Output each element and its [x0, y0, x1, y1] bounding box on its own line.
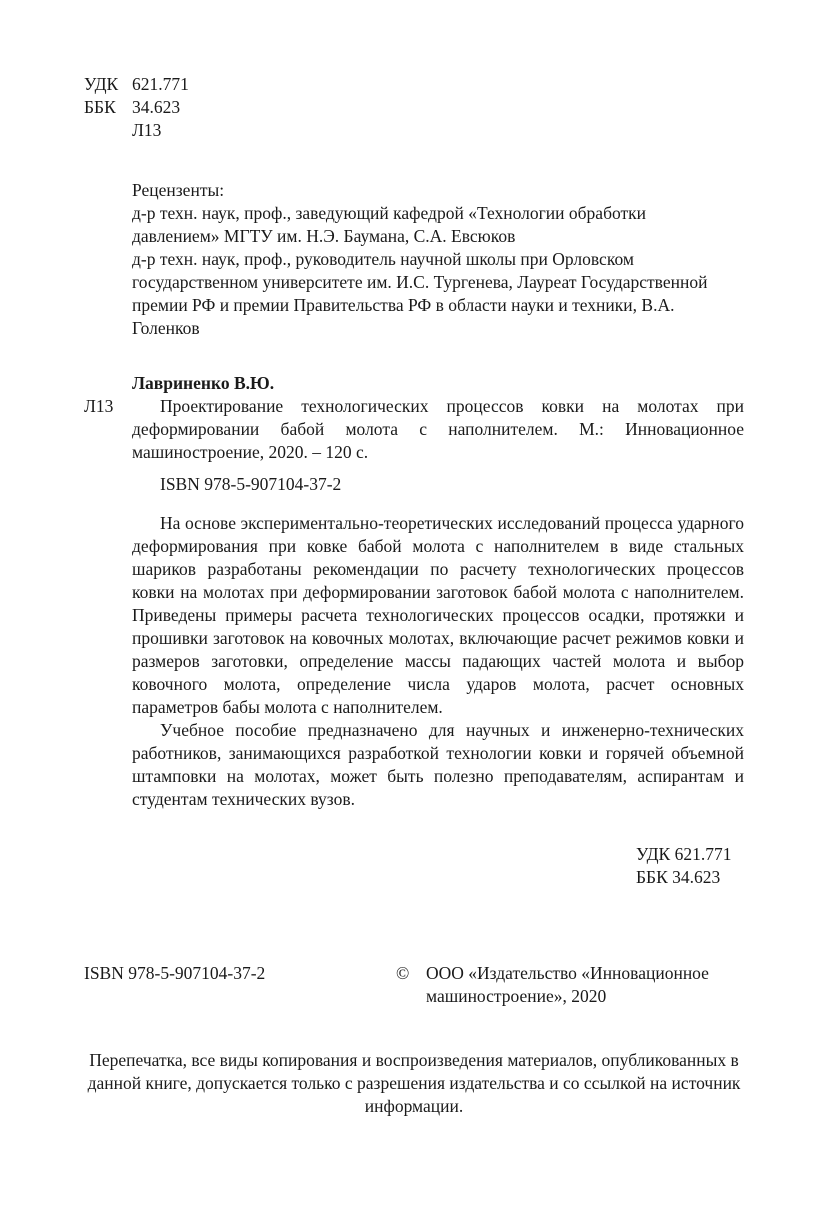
copyright-symbol: © [396, 963, 410, 983]
abstract-paragraph: Учебное пособие предназначено для научных и инженерно-технических работников, занимающихся разработкой технологии ковки и горячей объемной штамповки на молотах, может быть полезно преподавателям, аспирантам и студентам технических вузов. [132, 720, 744, 809]
bbk-label: ББК [84, 97, 116, 117]
copyright [396, 962, 756, 1008]
reviewer-entry: д-р техн. наук, проф., заведующий кафедрой «Технологии обработки давлением» МГТУ им. Н.Э. Баумана, С.А. Евсюков [132, 203, 647, 246]
udk-value: 621.771 [132, 74, 189, 94]
bbk-value: 34.623 [132, 97, 181, 117]
udk-label: УДК [84, 74, 119, 94]
isbn: ISBN 978-5-907104-37-2 [160, 474, 342, 494]
bibliography-mark: Л13 [84, 396, 114, 416]
author-name: Лавриненко В.Ю. [132, 373, 275, 393]
abstract [132, 512, 744, 811]
reviewer-entry: д-р техн. наук, проф., руководитель научной школы при Орловском государственном университете им. И.С. Тургенева, Лауреат Государственной премии РФ и премии Правительства РФ в области науки и техники, В.А. Голенков [132, 249, 708, 338]
classification-codes-bottom [636, 843, 731, 889]
reviewers-block [132, 179, 722, 340]
author-mark-row [84, 119, 189, 142]
reviewers-heading: Рецензенты: [132, 180, 225, 200]
udk-code: УДК 621.771 [636, 844, 732, 864]
classification-codes [84, 73, 189, 142]
copyright-text: ООО «Издательство «Инновационное машиностроение», 2020 [426, 963, 709, 1006]
bibliographic-description [132, 395, 744, 464]
reprint-notice: Перепечатка, все виды копирования и воспроизведения материалов, опубликованных в данной книге, допускается только с разрешения издательства и со ссылкой на источник информации. [87, 1050, 741, 1116]
author-mark: Л13 [132, 120, 162, 140]
bbk-code: ББК 34.623 [636, 867, 721, 887]
bbk-row [84, 96, 189, 119]
abstract-paragraph: На основе экспериментально-теоретических исследований процесса ударного деформирования при ковке бабой молота с наполнителем в виде стальных шариков разработаны рекомендации по расчету технологических процессов ковки на молотах при деформировании заготовок бабой молота с наполнителем. Приведены примеры расчета технологических процессов осадки, протяжки и прошивки заготовок на ковочных молотах, включающие расчет режимов ковки и размеров заготовки, определение массы падающих частей молота и выбор ковочного молота, определение числа ударов молота, расчет основных параметров бабы молота с наполнителем. [132, 513, 744, 717]
udk-row [84, 73, 189, 96]
description-text: Проектирование технологических процессов ковки на молотах при деформировании бабой молота с наполнителем. М.: Инновационное машиностроение, 2020. – 120 с. [132, 396, 744, 462]
footer-isbn: ISBN 978-5-907104-37-2 [84, 963, 266, 983]
